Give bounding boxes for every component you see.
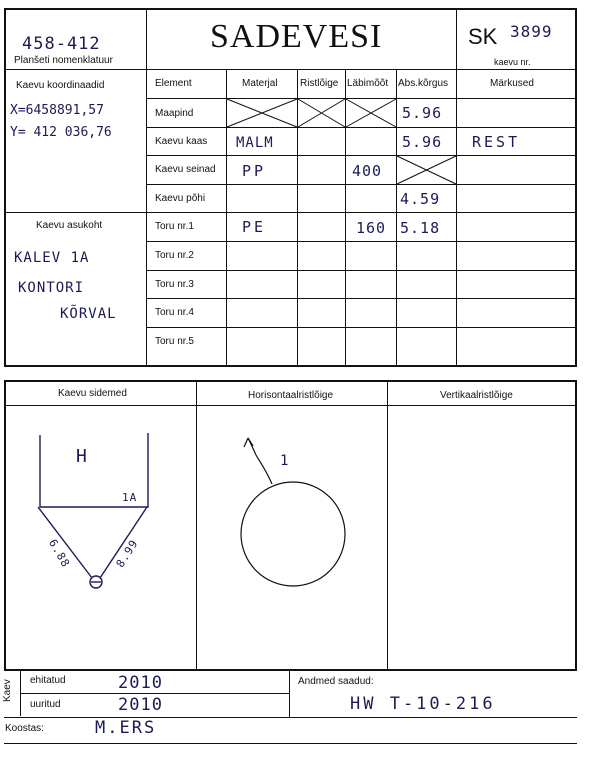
surveyed-label: uuritud [30,699,61,710]
author-value: M.ERS [95,718,157,738]
row-element: Kaevu kaas [155,136,208,147]
row-element: Toru nr.1 [155,221,194,232]
building-label: H [76,446,88,467]
kaev-label: Kaev [2,679,13,702]
author-label: Koostas: [5,723,44,734]
address-label: 1A [122,491,138,504]
location-line-2: KONTORI [18,280,85,296]
header-labimoot: Läbimõõt [347,78,389,89]
row-element: Toru nr.5 [155,336,194,347]
row-element: Toru nr.3 [155,279,194,290]
header-ristloige: Ristlõige [300,78,339,89]
well-label: kaevu nr. [494,57,531,67]
abs-value: 4.59 [400,190,441,208]
abs-value: 5.96 [402,104,443,122]
source-value: HW T-10-216 [350,694,496,714]
section-links-label: Kaevu sidemed [58,388,127,399]
diameter-value: 160 [356,219,387,237]
material-value: PE [242,218,267,236]
header-materjal: Materjal [242,78,278,89]
header-abs-korgus: Abs.kõrgus [398,78,449,89]
sheet-code: 458-412 [22,34,101,54]
pipe-label: 1 [280,453,290,469]
source-label: Andmed saadud: [298,676,374,687]
coordinate-x: X=6458891,57 [10,103,104,118]
row-element: Kaevu seinad [155,164,216,175]
section-vertical-label: Vertikaalristlõige [440,390,513,401]
sheet-label: Planšeti nomenklatuur [14,55,113,66]
location-line-1: KALEV 1A [14,250,90,266]
location-line-3: KÕRVAL [60,306,117,322]
section-horizontal-label: Horisontaalristlõige [248,390,334,401]
diameter-value: 400 [352,162,383,180]
built-year: 2010 [118,673,163,693]
coordinate-y: Y= 412 036,76 [10,125,112,140]
built-label: ehitatud [30,675,66,686]
material-value: PP [242,162,267,180]
well-number: 3899 [510,22,553,41]
abs-value: 5.96 [402,133,443,151]
surveyed-year: 2010 [118,695,163,715]
material-value: MALM [236,135,274,151]
header-element: Element [155,78,192,89]
row-element: Toru nr.4 [155,307,194,318]
row-element: Toru nr.2 [155,250,194,261]
row-element: Maapind [155,108,194,119]
header-markused: Märkused [490,78,534,89]
remark-value: REST [472,133,521,151]
location-label: Kaevu asukoht [36,220,103,231]
sk-prefix: SK [468,24,498,49]
left-distance: 6.88 [45,537,73,570]
row-element: Kaevu põhi [155,193,206,204]
page-title: SADEVESI [210,18,383,55]
abs-value: 5.18 [400,219,441,237]
right-distance: 8.99 [113,537,141,570]
coordinates-label: Kaevu koordinaadid [16,80,105,91]
